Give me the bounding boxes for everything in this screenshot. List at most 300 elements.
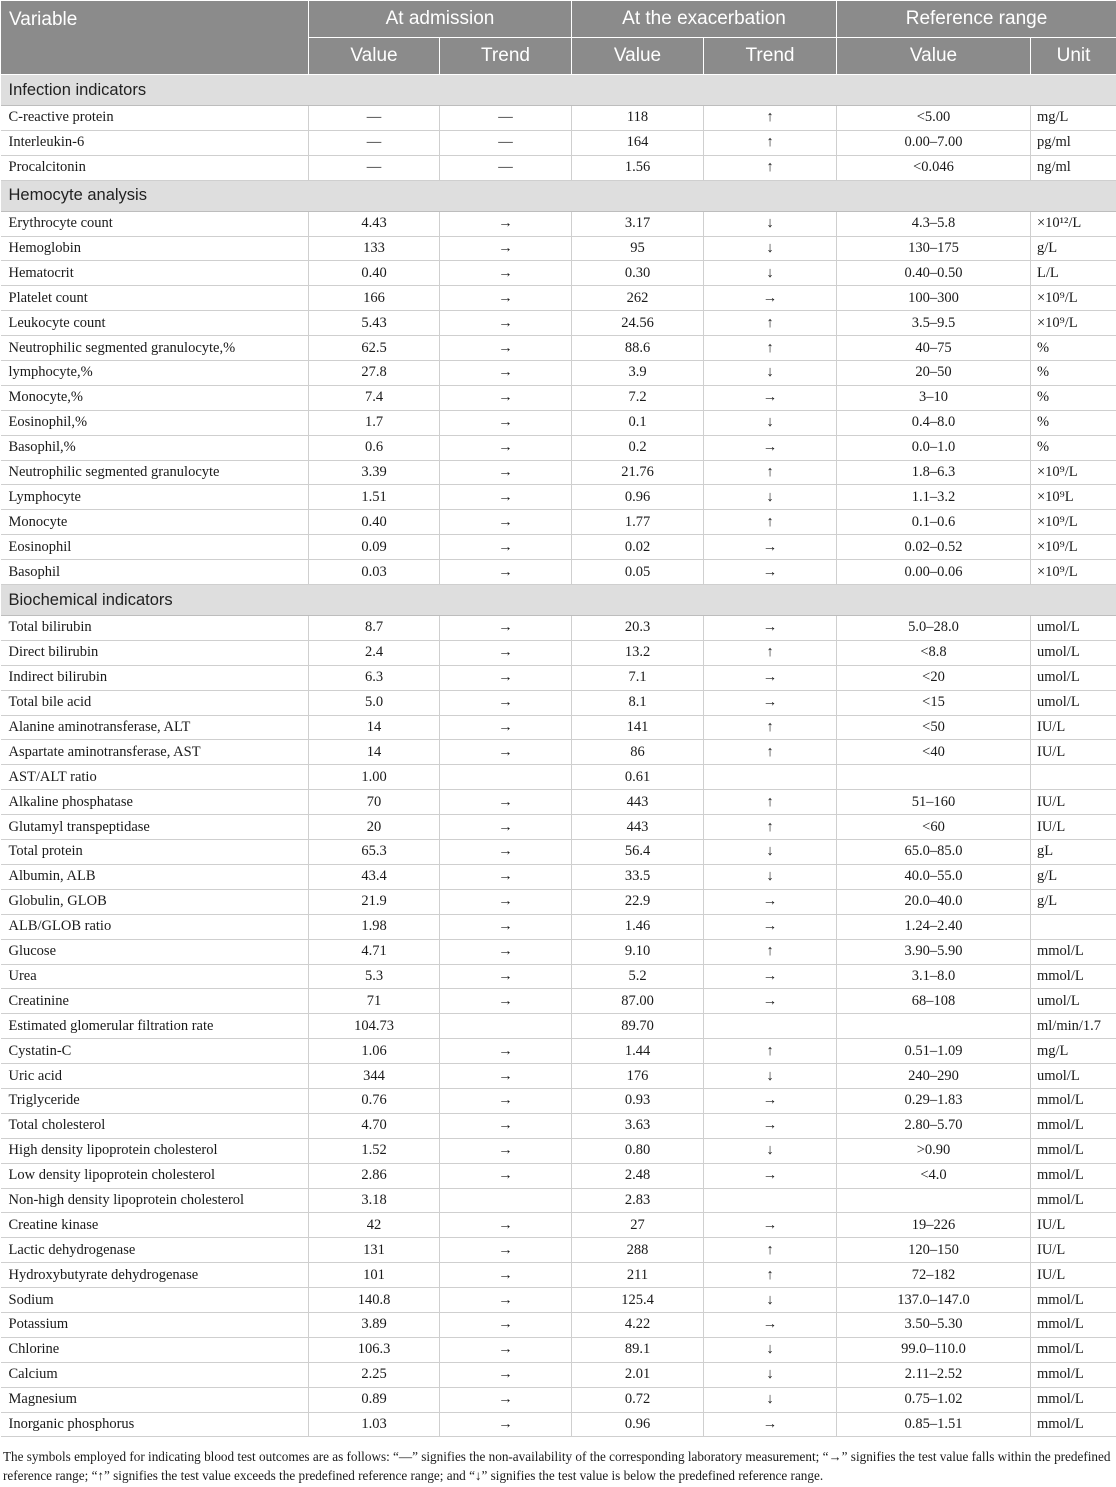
exacerbation-value-cell: 7.1 <box>572 665 704 690</box>
reference-value-cell: 0.75–1.02 <box>837 1387 1031 1412</box>
admission-trend-cell: → <box>440 1113 572 1138</box>
exacerbation-value-cell: 8.1 <box>572 690 704 715</box>
admission-trend-cell <box>440 1014 572 1039</box>
unit-cell: umol/L <box>1031 665 1116 690</box>
unit-cell: mmol/L <box>1031 1362 1116 1387</box>
table-row <box>1 1088 1116 1113</box>
admission-trend-cell: → <box>440 211 572 236</box>
table-row <box>1 460 1116 485</box>
exacerbation-value-cell: 118 <box>572 106 704 131</box>
variable-name-cell: Alanine aminotransferase, ALT <box>1 715 309 740</box>
admission-value-cell: 21.9 <box>309 889 440 914</box>
variable-name-cell: Glucose <box>1 939 309 964</box>
table-row <box>1 336 1116 361</box>
exacerbation-trend-cell: ↑ <box>704 640 837 665</box>
table-row <box>1 1039 1116 1064</box>
exacerbation-trend-cell: → <box>704 1088 837 1113</box>
admission-trend-cell: → <box>440 914 572 939</box>
admission-value-cell: 20 <box>309 815 440 840</box>
exacerbation-trend-cell: ↓ <box>704 485 837 510</box>
exacerbation-value-cell: 164 <box>572 130 704 155</box>
exacerbation-trend-cell: → <box>704 1163 837 1188</box>
reference-value-cell: 5.0–28.0 <box>837 616 1031 641</box>
variable-name-cell: Basophil,% <box>1 435 309 460</box>
reference-value-cell: 3.5–9.5 <box>837 311 1031 336</box>
admission-trend-cell: → <box>440 939 572 964</box>
exacerbation-trend-cell: → <box>704 616 837 641</box>
admission-trend-cell: → <box>440 336 572 361</box>
unit-cell: umol/L <box>1031 616 1116 641</box>
reference-value-cell: 0.51–1.09 <box>837 1039 1031 1064</box>
variable-name-cell: Neutrophilic segmented granulocyte,% <box>1 336 309 361</box>
admission-value-cell: 8.7 <box>309 616 440 641</box>
unit-cell: % <box>1031 336 1116 361</box>
unit-cell <box>1031 765 1116 790</box>
reference-value-cell: 40.0–55.0 <box>837 864 1031 889</box>
variable-name-cell: Creatine kinase <box>1 1213 309 1238</box>
table-row <box>1 1337 1116 1362</box>
header-exacerbation-trend: Trend <box>704 38 837 75</box>
unit-cell: ×10⁹/L <box>1031 460 1116 485</box>
exacerbation-trend-cell: → <box>704 535 837 560</box>
exacerbation-value-cell: 0.96 <box>572 485 704 510</box>
admission-value-cell: 0.40 <box>309 510 440 535</box>
admission-value-cell: 43.4 <box>309 864 440 889</box>
reference-value-cell: <50 <box>837 715 1031 740</box>
admission-trend-cell: → <box>440 1337 572 1362</box>
table-row <box>1 1238 1116 1263</box>
exacerbation-value-cell: 7.2 <box>572 385 704 410</box>
reference-value-cell: <20 <box>837 665 1031 690</box>
exacerbation-trend-cell: ↑ <box>704 1238 837 1263</box>
variable-name-cell: Lactic dehydrogenase <box>1 1238 309 1263</box>
admission-trend-cell: → <box>440 640 572 665</box>
admission-trend-cell: → <box>440 286 572 311</box>
header-at-exacerbation: At the exacerbation <box>572 1 837 38</box>
section-header <box>1 75 1116 106</box>
exacerbation-trend-cell: ↓ <box>704 864 837 889</box>
variable-name-cell: Low density lipoprotein cholesterol <box>1 1163 309 1188</box>
table-row <box>1 864 1116 889</box>
table-row <box>1 1188 1116 1213</box>
unit-cell: IU/L <box>1031 1238 1116 1263</box>
admission-trend-cell: → <box>440 311 572 336</box>
exacerbation-value-cell: 21.76 <box>572 460 704 485</box>
exacerbation-value-cell: 27 <box>572 1213 704 1238</box>
variable-name-cell: Estimated glomerular filtration rate <box>1 1014 309 1039</box>
variable-name-cell: Hemoglobin <box>1 236 309 261</box>
reference-value-cell: 2.80–5.70 <box>837 1113 1031 1138</box>
header-reference-value: Value <box>837 38 1031 75</box>
table-body <box>1 75 1116 1437</box>
exacerbation-trend-cell: → <box>704 690 837 715</box>
exacerbation-value-cell: 443 <box>572 815 704 840</box>
reference-value-cell: 68–108 <box>837 989 1031 1014</box>
variable-name-cell: Total protein <box>1 840 309 865</box>
exacerbation-value-cell: 3.9 <box>572 361 704 386</box>
admission-value-cell: 3.39 <box>309 460 440 485</box>
unit-cell: mmol/L <box>1031 1412 1116 1437</box>
admission-value-cell: 4.70 <box>309 1113 440 1138</box>
exacerbation-trend-cell: ↑ <box>704 1039 837 1064</box>
exacerbation-trend-cell: ↓ <box>704 261 837 286</box>
admission-trend-cell: → <box>440 460 572 485</box>
variable-name-cell: Total cholesterol <box>1 1113 309 1138</box>
exacerbation-value-cell: 0.93 <box>572 1088 704 1113</box>
admission-value-cell: 62.5 <box>309 336 440 361</box>
reference-value-cell: <4.0 <box>837 1163 1031 1188</box>
table-row <box>1 410 1116 435</box>
reference-value-cell: 3–10 <box>837 385 1031 410</box>
reference-value-cell: <15 <box>837 690 1031 715</box>
exacerbation-trend-cell: ↓ <box>704 1064 837 1089</box>
reference-value-cell: 0.29–1.83 <box>837 1088 1031 1113</box>
table-row <box>1 939 1116 964</box>
exacerbation-value-cell: 87.00 <box>572 989 704 1014</box>
reference-value-cell: 100–300 <box>837 286 1031 311</box>
exacerbation-value-cell: 141 <box>572 715 704 740</box>
variable-name-cell: Alkaline phosphatase <box>1 790 309 815</box>
reference-value-cell: 130–175 <box>837 236 1031 261</box>
exacerbation-trend-cell <box>704 1188 837 1213</box>
unit-cell: g/L <box>1031 864 1116 889</box>
unit-cell: g/L <box>1031 889 1116 914</box>
reference-value-cell: 3.1–8.0 <box>837 964 1031 989</box>
table-row <box>1 1263 1116 1288</box>
reference-value-cell: 1.24–2.40 <box>837 914 1031 939</box>
exacerbation-value-cell: 20.3 <box>572 616 704 641</box>
admission-trend-cell: → <box>440 790 572 815</box>
variable-name-cell: Procalcitonin <box>1 155 309 180</box>
exacerbation-value-cell: 0.05 <box>572 560 704 585</box>
reference-value-cell <box>837 1188 1031 1213</box>
table-row <box>1 560 1116 585</box>
exacerbation-trend-cell: ↑ <box>704 155 837 180</box>
admission-trend-cell: → <box>440 236 572 261</box>
variable-name-cell: Neutrophilic segmented granulocyte <box>1 460 309 485</box>
table-row <box>1 665 1116 690</box>
unit-cell: mmol/L <box>1031 964 1116 989</box>
section-header <box>1 585 1116 616</box>
unit-cell: % <box>1031 361 1116 386</box>
reference-value-cell: <60 <box>837 815 1031 840</box>
variable-name-cell: Albumin, ALB <box>1 864 309 889</box>
variable-name-cell: Cystatin-C <box>1 1039 309 1064</box>
reference-value-cell: 0.0–1.0 <box>837 435 1031 460</box>
exacerbation-trend-cell: → <box>704 964 837 989</box>
exacerbation-trend-cell: → <box>704 1113 837 1138</box>
unit-cell: IU/L <box>1031 790 1116 815</box>
unit-cell: ×10⁹/L <box>1031 560 1116 585</box>
variable-name-cell: Indirect bilirubin <box>1 665 309 690</box>
admission-value-cell: 42 <box>309 1213 440 1238</box>
exacerbation-value-cell: 211 <box>572 1263 704 1288</box>
admission-value-cell: 5.43 <box>309 311 440 336</box>
admission-trend-cell: → <box>440 616 572 641</box>
unit-cell: umol/L <box>1031 989 1116 1014</box>
section-title: Infection indicators <box>1 75 1116 106</box>
exacerbation-value-cell: 2.01 <box>572 1362 704 1387</box>
admission-value-cell: 104.73 <box>309 1014 440 1039</box>
table-row <box>1 815 1116 840</box>
admission-trend-cell: → <box>440 485 572 510</box>
table-row <box>1 236 1116 261</box>
admission-value-cell: 0.6 <box>309 435 440 460</box>
exacerbation-value-cell: 89.1 <box>572 1337 704 1362</box>
unit-cell: ml/min/1.7 <box>1031 1014 1116 1039</box>
variable-name-cell: Glutamyl transpeptidase <box>1 815 309 840</box>
exacerbation-trend-cell: ↑ <box>704 510 837 535</box>
admission-trend-cell: — <box>440 155 572 180</box>
exacerbation-value-cell: 288 <box>572 1238 704 1263</box>
exacerbation-trend-cell: → <box>704 665 837 690</box>
header-admission-value: Value <box>309 38 440 75</box>
exacerbation-trend-cell: ↑ <box>704 815 837 840</box>
unit-cell: mmol/L <box>1031 1113 1116 1138</box>
admission-value-cell: 7.4 <box>309 385 440 410</box>
exacerbation-value-cell: 1.56 <box>572 155 704 180</box>
variable-name-cell: Calcium <box>1 1362 309 1387</box>
exacerbation-value-cell: 262 <box>572 286 704 311</box>
exacerbation-trend-cell: → <box>704 286 837 311</box>
exacerbation-value-cell: 176 <box>572 1064 704 1089</box>
table-row <box>1 1288 1116 1313</box>
reference-value-cell: 72–182 <box>837 1263 1031 1288</box>
admission-trend-cell: → <box>440 690 572 715</box>
unit-cell: % <box>1031 435 1116 460</box>
table-row <box>1 640 1116 665</box>
unit-cell: IU/L <box>1031 740 1116 765</box>
admission-value-cell: 2.4 <box>309 640 440 665</box>
reference-value-cell: 120–150 <box>837 1238 1031 1263</box>
variable-name-cell: Hematocrit <box>1 261 309 286</box>
exacerbation-value-cell: 1.77 <box>572 510 704 535</box>
reference-value-cell: 2.11–2.52 <box>837 1362 1031 1387</box>
admission-value-cell: 0.03 <box>309 560 440 585</box>
admission-trend-cell: — <box>440 130 572 155</box>
admission-value-cell: 70 <box>309 790 440 815</box>
variable-name-cell: Inorganic phosphorus <box>1 1412 309 1437</box>
reference-value-cell: 20.0–40.0 <box>837 889 1031 914</box>
table-row <box>1 1113 1116 1138</box>
admission-trend-cell: → <box>440 1412 572 1437</box>
unit-cell: mg/L <box>1031 1039 1116 1064</box>
admission-trend-cell: → <box>440 410 572 435</box>
section-title: Biochemical indicators <box>1 585 1116 616</box>
exacerbation-value-cell: 0.72 <box>572 1387 704 1412</box>
exacerbation-trend-cell: ↓ <box>704 1387 837 1412</box>
admission-value-cell: 1.03 <box>309 1412 440 1437</box>
unit-cell: mmol/L <box>1031 1188 1116 1213</box>
reference-value-cell: 0.00–7.00 <box>837 130 1031 155</box>
reference-value-cell: 0.4–8.0 <box>837 410 1031 435</box>
admission-value-cell: 133 <box>309 236 440 261</box>
unit-cell: mmol/L <box>1031 1312 1116 1337</box>
admission-value-cell: 0.76 <box>309 1088 440 1113</box>
table-row <box>1 765 1116 790</box>
exacerbation-trend-cell: ↑ <box>704 460 837 485</box>
unit-cell: mmol/L <box>1031 939 1116 964</box>
exacerbation-value-cell: 9.10 <box>572 939 704 964</box>
admission-value-cell: 106.3 <box>309 1337 440 1362</box>
exacerbation-value-cell: 0.80 <box>572 1138 704 1163</box>
admission-value-cell: 3.18 <box>309 1188 440 1213</box>
table-header <box>1 1 1116 75</box>
reference-value-cell <box>837 765 1031 790</box>
reference-value-cell: 137.0–147.0 <box>837 1288 1031 1313</box>
unit-cell: umol/L <box>1031 640 1116 665</box>
exacerbation-trend-cell: ↓ <box>704 211 837 236</box>
variable-name-cell: Magnesium <box>1 1387 309 1412</box>
table-row <box>1 740 1116 765</box>
variable-name-cell: Eosinophil <box>1 535 309 560</box>
exacerbation-value-cell: 0.02 <box>572 535 704 560</box>
exacerbation-trend-cell: → <box>704 1312 837 1337</box>
exacerbation-trend-cell: ↑ <box>704 1263 837 1288</box>
exacerbation-trend-cell: → <box>704 385 837 410</box>
reference-value-cell: 0.40–0.50 <box>837 261 1031 286</box>
admission-value-cell: 1.00 <box>309 765 440 790</box>
admission-value-cell: 1.51 <box>309 485 440 510</box>
variable-name-cell: Sodium <box>1 1288 309 1313</box>
variable-name-cell: Aspartate aminotransferase, AST <box>1 740 309 765</box>
reference-value-cell: 3.90–5.90 <box>837 939 1031 964</box>
admission-trend-cell: → <box>440 840 572 865</box>
unit-cell: ×10⁹/L <box>1031 510 1116 535</box>
variable-name-cell: Interleukin-6 <box>1 130 309 155</box>
admission-trend-cell: → <box>440 1263 572 1288</box>
exacerbation-value-cell: 1.44 <box>572 1039 704 1064</box>
admission-value-cell: — <box>309 155 440 180</box>
variable-name-cell: Potassium <box>1 1312 309 1337</box>
reference-value-cell: <5.00 <box>837 106 1031 131</box>
reference-value-cell: 0.00–0.06 <box>837 560 1031 585</box>
reference-value-cell: 40–75 <box>837 336 1031 361</box>
admission-value-cell: 27.8 <box>309 361 440 386</box>
header-variable: Variable <box>1 1 309 75</box>
admission-trend-cell: → <box>440 1288 572 1313</box>
unit-cell: L/L <box>1031 261 1116 286</box>
exacerbation-trend-cell <box>704 765 837 790</box>
unit-cell: mmol/L <box>1031 1387 1116 1412</box>
admission-value-cell: 0.40 <box>309 261 440 286</box>
variable-name-cell: Lymphocyte <box>1 485 309 510</box>
unit-cell: gL <box>1031 840 1116 865</box>
table-row <box>1 1362 1116 1387</box>
exacerbation-value-cell: 2.83 <box>572 1188 704 1213</box>
admission-value-cell: 0.09 <box>309 535 440 560</box>
header-admission-trend: Trend <box>440 38 572 75</box>
exacerbation-value-cell: 0.1 <box>572 410 704 435</box>
admission-trend-cell: — <box>440 106 572 131</box>
exacerbation-value-cell: 22.9 <box>572 889 704 914</box>
admission-value-cell: 166 <box>309 286 440 311</box>
variable-name-cell: Total bile acid <box>1 690 309 715</box>
reference-value-cell: >0.90 <box>837 1138 1031 1163</box>
admission-trend-cell: → <box>440 889 572 914</box>
exacerbation-value-cell: 4.22 <box>572 1312 704 1337</box>
admission-value-cell: 65.3 <box>309 840 440 865</box>
exacerbation-value-cell: 89.70 <box>572 1014 704 1039</box>
exacerbation-trend-cell: → <box>704 889 837 914</box>
table-row <box>1 1138 1116 1163</box>
exacerbation-trend-cell: ↓ <box>704 1138 837 1163</box>
unit-cell: ×10⁹/L <box>1031 286 1116 311</box>
admission-trend-cell: → <box>440 510 572 535</box>
table-row <box>1 261 1116 286</box>
variable-name-cell: Erythrocyte count <box>1 211 309 236</box>
exacerbation-trend-cell: → <box>704 989 837 1014</box>
unit-cell: ×10¹²/L <box>1031 211 1116 236</box>
exacerbation-value-cell: 95 <box>572 236 704 261</box>
reference-value-cell: 1.1–3.2 <box>837 485 1031 510</box>
reference-value-cell: <8.8 <box>837 640 1031 665</box>
reference-value-cell: 4.3–5.8 <box>837 211 1031 236</box>
admission-trend-cell: → <box>440 665 572 690</box>
admission-value-cell: 131 <box>309 1238 440 1263</box>
table-row <box>1 1387 1116 1412</box>
admission-trend-cell: → <box>440 864 572 889</box>
admission-value-cell: 140.8 <box>309 1288 440 1313</box>
table-row <box>1 510 1116 535</box>
exacerbation-trend-cell: → <box>704 1412 837 1437</box>
unit-cell: % <box>1031 385 1116 410</box>
table-row <box>1 535 1116 560</box>
admission-value-cell: 5.3 <box>309 964 440 989</box>
admission-trend-cell: → <box>440 1387 572 1412</box>
variable-name-cell: Direct bilirubin <box>1 640 309 665</box>
exacerbation-value-cell: 88.6 <box>572 336 704 361</box>
admission-trend-cell: → <box>440 1213 572 1238</box>
unit-cell: pg/ml <box>1031 130 1116 155</box>
table-row <box>1 989 1116 1014</box>
unit-cell: IU/L <box>1031 1263 1116 1288</box>
table-row <box>1 435 1116 460</box>
exacerbation-trend-cell: ↓ <box>704 1337 837 1362</box>
exacerbation-value-cell: 5.2 <box>572 964 704 989</box>
admission-trend-cell: → <box>440 715 572 740</box>
exacerbation-value-cell: 0.96 <box>572 1412 704 1437</box>
admission-value-cell: 14 <box>309 715 440 740</box>
reference-value-cell: <40 <box>837 740 1031 765</box>
admission-value-cell: — <box>309 106 440 131</box>
table-row <box>1 1014 1116 1039</box>
admission-trend-cell <box>440 765 572 790</box>
exacerbation-trend-cell: ↓ <box>704 1362 837 1387</box>
variable-name-cell: C-reactive protein <box>1 106 309 131</box>
table-row <box>1 361 1116 386</box>
unit-cell: ng/ml <box>1031 155 1116 180</box>
reference-value-cell: 99.0–110.0 <box>837 1337 1031 1362</box>
table-row <box>1 385 1116 410</box>
admission-trend-cell: → <box>440 1088 572 1113</box>
header-at-admission: At admission <box>309 1 572 38</box>
admission-value-cell: 6.3 <box>309 665 440 690</box>
reference-value-cell: <0.046 <box>837 155 1031 180</box>
table-footnote: The symbols employed for indicating blood test outcomes are as follows: “—” signifies the non-availability of the corresponding laboratory measurement; “→” signifies the test value falls within the predefined reference range; “↑” signifies the test value exceeds the predefined reference range; and “↓” signifies the test value is below the predefined reference range. <box>3 1449 1111 1484</box>
exacerbation-value-cell: 443 <box>572 790 704 815</box>
exacerbation-trend-cell: ↑ <box>704 715 837 740</box>
exacerbation-trend-cell: ↑ <box>704 790 837 815</box>
variable-name-cell: Urea <box>1 964 309 989</box>
admission-trend-cell: → <box>440 1238 572 1263</box>
unit-cell: umol/L <box>1031 690 1116 715</box>
admission-trend-cell: → <box>440 1064 572 1089</box>
reference-value-cell: 0.85–1.51 <box>837 1412 1031 1437</box>
reference-value-cell: 20–50 <box>837 361 1031 386</box>
admission-value-cell: 101 <box>309 1263 440 1288</box>
exacerbation-value-cell: 0.2 <box>572 435 704 460</box>
